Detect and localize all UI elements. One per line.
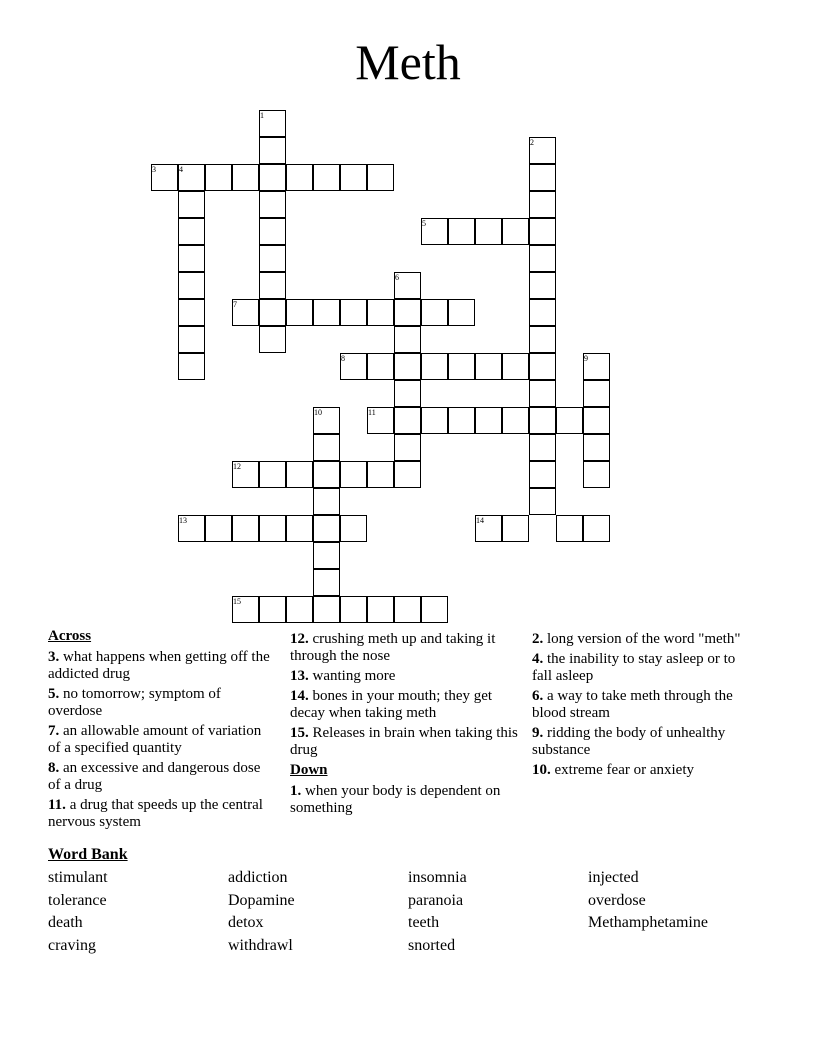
word-bank-item: addiction: [228, 869, 288, 886]
grid-cell[interactable]: [556, 407, 583, 434]
grid-cell[interactable]: [313, 569, 340, 596]
grid-cell[interactable]: [529, 299, 556, 326]
grid-cell[interactable]: [367, 299, 394, 326]
grid-cell[interactable]: [583, 515, 610, 542]
grid-cell[interactable]: [178, 326, 205, 353]
grid-cell[interactable]: [448, 218, 475, 245]
grid-cell[interactable]: [529, 164, 556, 191]
grid-cell[interactable]: [421, 353, 448, 380]
grid-cell[interactable]: [448, 407, 475, 434]
word-bank-item: detox: [228, 914, 264, 932]
grid-cell[interactable]: [502, 407, 529, 434]
clue-number: 15: [233, 597, 241, 606]
grid-cell[interactable]: [529, 488, 556, 515]
clue: 7. an allowable amount of variation of a specified quantity: [48, 723, 262, 756]
clue: 2. long version of the word "meth": [532, 631, 741, 647]
grid-cell[interactable]: [259, 191, 286, 218]
word-bank-item: snorted: [408, 937, 456, 955]
grid-cell[interactable]: [286, 596, 313, 623]
grid-cell[interactable]: [529, 380, 556, 407]
word-bank-item: Dopamine: [228, 891, 295, 909]
grid-cell[interactable]: [286, 299, 313, 326]
grid-cell[interactable]: [394, 380, 421, 407]
grid-cell[interactable]: [529, 353, 556, 380]
grid-cell[interactable]: [556, 515, 583, 542]
word-bank-item: Methamphetamine: [588, 914, 708, 932]
clue: 3. what happens when getting off the addicted drug: [48, 649, 270, 682]
grid-cell[interactable]: [529, 218, 556, 245]
grid-cell[interactable]: [178, 272, 205, 299]
clue: 6. a way to take meth through the blood stream: [532, 688, 733, 721]
clue-number: 12: [233, 462, 241, 471]
word-bank-item: stimulant: [48, 869, 108, 886]
clue: 8. an excessive and dangerous dose of a drug: [48, 760, 261, 793]
grid-cell[interactable]: [394, 326, 421, 353]
grid-cell[interactable]: [394, 299, 421, 326]
clue-number: 13: [179, 516, 187, 525]
grid-cell[interactable]: [178, 299, 205, 326]
grid-cell[interactable]: [529, 326, 556, 353]
grid-cell[interactable]: [178, 245, 205, 272]
grid-cell[interactable]: [394, 353, 421, 380]
grid-cell[interactable]: [259, 272, 286, 299]
grid-cell[interactable]: [232, 164, 259, 191]
grid-cell[interactable]: [529, 191, 556, 218]
clue: 13. wanting more: [290, 668, 396, 684]
clue: 5. no tomorrow; symptom of overdose: [48, 686, 221, 719]
clue-number: 8: [341, 354, 345, 363]
grid-cell[interactable]: [367, 461, 394, 488]
grid-cell[interactable]: [259, 596, 286, 623]
across-heading: Across: [48, 628, 92, 644]
grid-cell[interactable]: [448, 353, 475, 380]
clue: 15. Releases in brain when taking this drug: [290, 725, 518, 758]
clue-column-2: [290, 631, 518, 820]
grid-cell[interactable]: [313, 434, 340, 461]
grid-cell[interactable]: [367, 164, 394, 191]
grid-cell[interactable]: [502, 515, 529, 542]
word-bank-item: overdose: [588, 891, 646, 909]
grid-cell[interactable]: [475, 353, 502, 380]
grid-cell[interactable]: [178, 191, 205, 218]
grid-cell[interactable]: [448, 299, 475, 326]
grid-cell[interactable]: [313, 542, 340, 569]
grid-cell[interactable]: [529, 434, 556, 461]
word-bank-heading: Word Bank: [48, 846, 128, 863]
grid-cell[interactable]: [529, 272, 556, 299]
grid-cell[interactable]: [583, 407, 610, 434]
grid-cell[interactable]: [259, 218, 286, 245]
clue: 9. ridding the body of unhealthy substance: [532, 725, 726, 758]
clue-number: 7: [233, 300, 237, 309]
clue: 12. crushing meth up and taking it through the nose: [290, 631, 496, 664]
clue: 10. extreme fear or anxiety: [532, 762, 695, 778]
grid-cell[interactable]: [394, 461, 421, 488]
grid-cell[interactable]: [313, 515, 340, 542]
grid-cell[interactable]: [583, 380, 610, 407]
grid-cell[interactable]: [583, 461, 610, 488]
grid-cell[interactable]: [259, 326, 286, 353]
clue-number: 6: [395, 273, 399, 282]
grid-cell[interactable]: [421, 407, 448, 434]
grid-cell[interactable]: [421, 299, 448, 326]
grid-cell[interactable]: [583, 434, 610, 461]
grid-cell[interactable]: [340, 164, 367, 191]
clue-column-3: [532, 631, 747, 782]
word-bank-item: teeth: [408, 914, 440, 932]
grid-cell[interactable]: [286, 461, 313, 488]
grid-cell[interactable]: [340, 461, 367, 488]
word-bank-item: craving: [48, 937, 96, 955]
grid-cell[interactable]: [313, 596, 340, 623]
word-bank-item: insomnia: [408, 869, 467, 886]
clue-column-1: [48, 628, 273, 834]
grid-cell[interactable]: [502, 353, 529, 380]
grid-cell[interactable]: [313, 164, 340, 191]
grid-cell[interactable]: [340, 299, 367, 326]
clue-number: 3: [152, 165, 156, 174]
clue-number: 11: [368, 408, 376, 417]
grid-cell[interactable]: [286, 164, 313, 191]
clue-number: 5: [422, 219, 426, 228]
puzzle-title: Meth: [355, 34, 461, 90]
clue: 4. the inability to stay asleep or to fall asleep: [532, 651, 736, 684]
clue: 1. when your body is dependent on something: [290, 783, 501, 816]
word-bank-item: death: [48, 914, 83, 932]
grid-cell[interactable]: [259, 164, 286, 191]
grid-cell[interactable]: [259, 515, 286, 542]
clue-number: 2: [530, 138, 534, 147]
grid-cell[interactable]: [340, 515, 367, 542]
word-bank-item: paranoia: [408, 891, 464, 909]
grid-cell[interactable]: [259, 245, 286, 272]
grid-cell[interactable]: [421, 596, 448, 623]
grid-cell[interactable]: [529, 407, 556, 434]
grid-cell[interactable]: [529, 461, 556, 488]
grid-cell[interactable]: [394, 434, 421, 461]
word-bank-item: injected: [588, 869, 639, 886]
grid-cell[interactable]: [340, 596, 367, 623]
grid-cell[interactable]: [313, 299, 340, 326]
word-bank-item: tolerance: [48, 891, 107, 909]
grid-cell[interactable]: [502, 218, 529, 245]
clue-number: 1: [260, 111, 264, 120]
grid-cell[interactable]: [529, 245, 556, 272]
clue-number: 14: [476, 516, 484, 525]
clue-number: 9: [584, 354, 588, 363]
grid-cell[interactable]: [394, 596, 421, 623]
grid-cell[interactable]: [367, 353, 394, 380]
clue-number: 10: [314, 408, 322, 417]
grid-cell[interactable]: [313, 461, 340, 488]
grid-cell[interactable]: [205, 164, 232, 191]
grid-cell[interactable]: [178, 218, 205, 245]
clue: 14. bones in your mouth; they get decay when taking meth: [290, 688, 493, 721]
grid-cell[interactable]: [313, 488, 340, 515]
grid-cell[interactable]: [259, 299, 286, 326]
grid-cell[interactable]: [259, 137, 286, 164]
grid-cell[interactable]: [475, 407, 502, 434]
grid-cell[interactable]: [367, 596, 394, 623]
grid-cell[interactable]: [259, 461, 286, 488]
grid-cell[interactable]: [475, 218, 502, 245]
word-bank-item: withdrawl: [228, 937, 293, 955]
clue: 11. a drug that speeds up the central nervous system: [48, 797, 263, 830]
clue-number: 4: [179, 165, 183, 174]
down-heading: Down: [290, 762, 328, 778]
grid-cell[interactable]: [178, 353, 205, 380]
grid-cell[interactable]: [394, 407, 421, 434]
grid-cell[interactable]: [205, 515, 232, 542]
grid-cell[interactable]: [232, 515, 259, 542]
grid-cell[interactable]: [286, 515, 313, 542]
